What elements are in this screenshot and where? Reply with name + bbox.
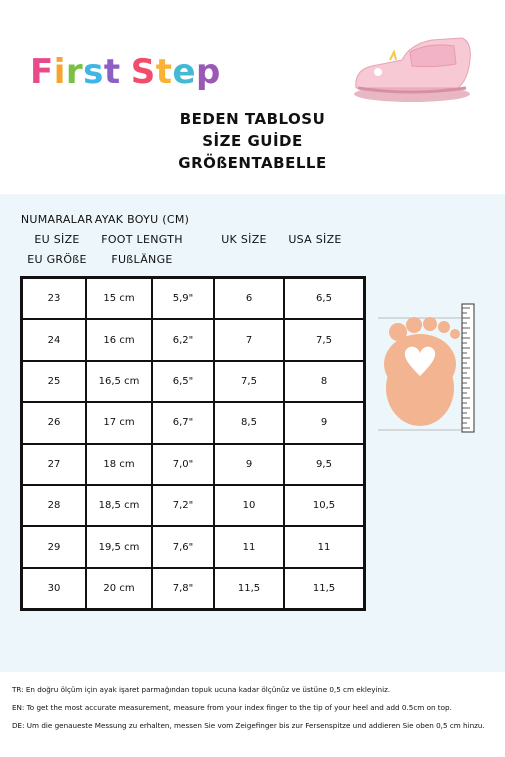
table-cell: 16 cm xyxy=(86,319,152,360)
note-tr: TR: En doğru ölçüm için ayak işaret parmağından topuk ucuna kadar ölçünüz ve üstüne 0,5 cm ekleyiniz. xyxy=(12,685,391,694)
title-de: GRÖßENTABELLE xyxy=(178,154,327,172)
table-cell: 26 xyxy=(22,402,86,443)
measurement-notes xyxy=(12,684,502,738)
table-cell: 15 cm xyxy=(86,278,152,319)
title-block xyxy=(0,108,505,174)
table-cell: 6,5" xyxy=(152,361,214,402)
table-cell: 11,5 xyxy=(284,568,364,609)
table-cell: 29 xyxy=(22,526,86,567)
table-cell: 9,5 xyxy=(284,444,364,485)
size-table xyxy=(20,276,366,611)
table-cell: 7,8" xyxy=(152,568,214,609)
table-cell: 6,5 xyxy=(284,278,364,319)
table-cell: 11 xyxy=(214,526,284,567)
table-cell: 24 xyxy=(22,319,86,360)
table-cell: 9 xyxy=(214,444,284,485)
table-cell: 7,5 xyxy=(214,361,284,402)
table-cell: 6,2" xyxy=(152,319,214,360)
logo-letter: r xyxy=(65,52,84,92)
table-cell: 25 xyxy=(22,361,86,402)
table-row xyxy=(22,278,364,319)
table-cell: 20 cm xyxy=(86,568,152,609)
table-cell: 19,5 cm xyxy=(86,526,152,567)
shoe-image xyxy=(350,30,475,105)
table-row xyxy=(22,444,364,485)
logo-letter: t xyxy=(155,52,173,92)
logo-letter: e xyxy=(172,52,197,92)
logo-letter: i xyxy=(53,52,66,92)
table-row xyxy=(22,319,364,360)
header-usa-size: USA SİZE xyxy=(288,233,342,246)
title-tr: BEDEN TABLOSU xyxy=(179,110,326,128)
table-cell: 27 xyxy=(22,444,86,485)
table-cell: 7,5 xyxy=(284,319,364,360)
table-row xyxy=(22,568,364,609)
table-cell: 18 cm xyxy=(86,444,152,485)
logo-letter: p xyxy=(196,52,221,92)
table-cell: 9 xyxy=(284,402,364,443)
table-cell: 8,5 xyxy=(214,402,284,443)
table-cell: 23 xyxy=(22,278,86,319)
title-en: SİZE GUİDE xyxy=(202,132,303,150)
table-cell: 11,5 xyxy=(214,568,284,609)
table-row xyxy=(22,361,364,402)
table-cell: 7,6" xyxy=(152,526,214,567)
table-cell: 8 xyxy=(284,361,364,402)
table-cell: 11 xyxy=(284,526,364,567)
table-cell: 7,2" xyxy=(152,485,214,526)
logo-letter: S xyxy=(130,52,156,92)
table-row xyxy=(22,402,364,443)
header-uk-size: UK SİZE xyxy=(221,233,267,246)
note-de: DE: Um die genaueste Messung zu erhalten, messen Sie vom Zeigefinger bis zur Fersenspitze und addieren Sie oben 0,5 cm hinzu. xyxy=(12,721,485,730)
table-cell: 10 xyxy=(214,485,284,526)
table-cell: 10,5 xyxy=(284,485,364,526)
table-cell: 17 cm xyxy=(86,402,152,443)
table-cell: 28 xyxy=(22,485,86,526)
table-cell: 18,5 cm xyxy=(86,485,152,526)
table-cell: 6 xyxy=(214,278,284,319)
table-cell: 16,5 cm xyxy=(86,361,152,402)
table-row xyxy=(22,526,364,567)
foot-measure-icon xyxy=(378,302,486,438)
header-eu-size: NUMARALAR EU SİZE EU GRÖßE xyxy=(20,213,94,266)
table-cell: 30 xyxy=(22,568,86,609)
note-en: EN: To get the most accurate measurement, measure from your index finger to the tip of your heel and add 0.5cm on top. xyxy=(12,703,452,712)
logo-letter: s xyxy=(83,52,104,92)
brand-logo xyxy=(30,52,221,92)
logo-letter: t xyxy=(103,52,121,92)
logo-letter: F xyxy=(30,52,54,92)
table-cell: 7 xyxy=(214,319,284,360)
header-foot-length: AYAK BOYU (CM) FOOT LENGTH FUßLÄNGE xyxy=(94,213,190,266)
table-cell: 6,7" xyxy=(152,402,214,443)
table-cell: 5,9" xyxy=(152,278,214,319)
table-cell: 7,0" xyxy=(152,444,214,485)
table-row xyxy=(22,485,364,526)
